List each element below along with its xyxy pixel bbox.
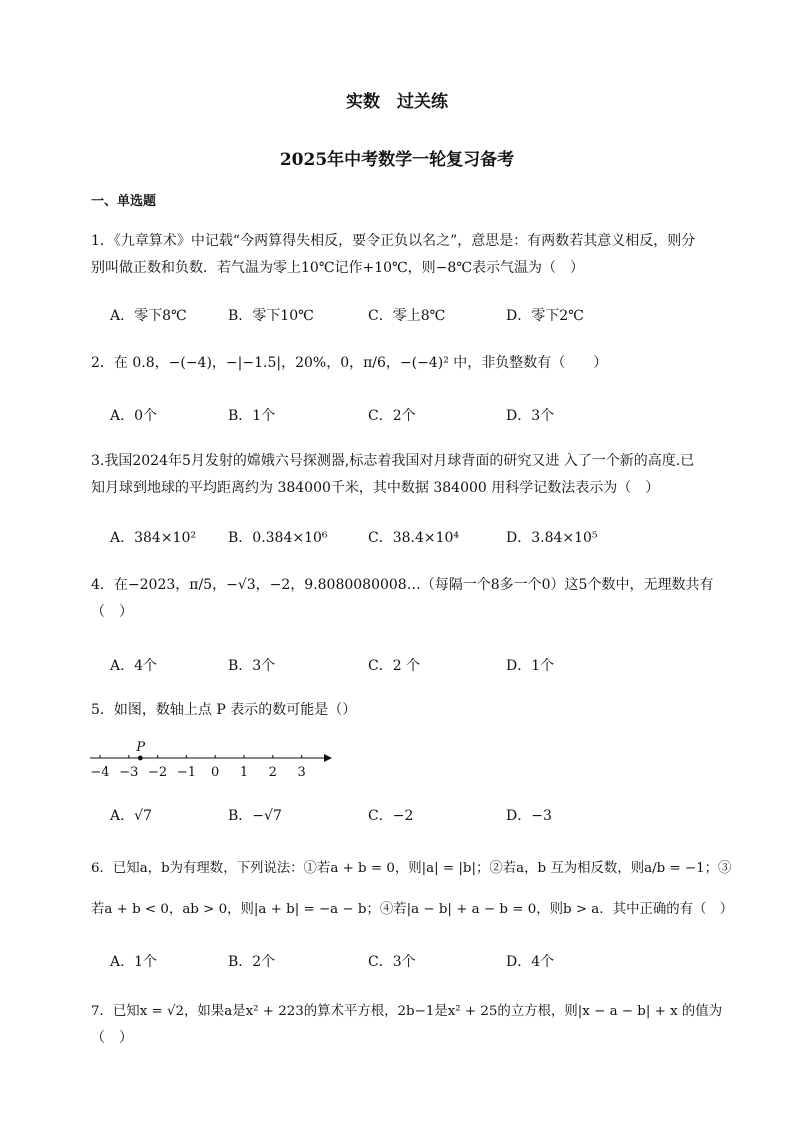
number-line-tick-label: 0: [211, 765, 220, 780]
question-6-line-1: 6．已知a，b为有理数，下列说法：①若a + b = 0，则|a| = |b|；②若a，b 互为相反数，则a/b = −1；③: [91, 861, 732, 876]
option-d: D．4个: [506, 954, 555, 970]
question-2: [91, 350, 731, 377]
option-a: A．4个: [110, 658, 158, 674]
question-2-options: [110, 405, 670, 425]
question-4-line-1: 4．在−2023，π/5，−√3，−2，9.8080080008…（每隔一个8多一个0）这5个数中，无理数共有: [91, 577, 714, 593]
number-line-tick-label: 3: [297, 765, 306, 780]
page-subtitle: 2025年中考数学一轮复习备考: [279, 150, 515, 170]
number-line-tick-label: −3: [119, 765, 139, 780]
option-b: B．0.384×10⁶: [228, 530, 328, 546]
option-d: D．3.84×10⁵: [506, 530, 598, 546]
question-3-options: [110, 527, 670, 547]
option-c: C．2个: [368, 408, 416, 424]
question-7: [91, 998, 731, 1052]
option-b: B．−√7: [228, 808, 282, 824]
number-line-svg: [88, 738, 338, 788]
option-b: B．1个: [228, 408, 276, 424]
question-1-line-1: 1．《九章算术》中记载“今两算得失相反，要令正负以名之”，意思是：有两数若其意义相反，则分: [91, 233, 696, 249]
option-b: B．3个: [228, 658, 276, 674]
number-line-tick-label: −4: [90, 765, 110, 780]
option-a: A．零下8℃: [110, 308, 187, 324]
question-6-options: [110, 951, 670, 971]
question-3-line-1: 3.我国2024年5月发射的嫦娥六号探测器,标志着我国对月球背面的研究又进 入了一个新的高度.已: [91, 453, 695, 469]
question-5-line-1: 5．如图，数轴上点 P 表示的数可能是（）: [91, 702, 357, 718]
option-a: A．1个: [110, 954, 158, 970]
section-heading: 一、单选题: [91, 194, 157, 209]
question-5: [91, 697, 731, 724]
option-c: C．零上8℃: [368, 308, 446, 324]
question-1: [91, 228, 731, 282]
option-c: C．3个: [368, 954, 416, 970]
question-6-line-2: 若a + b < 0，ab > 0，则|a + b| = −a − b；④若|a − b| + a − b = 0，则b > a．其中正确的有（ ）: [91, 902, 734, 917]
option-c: C．2 个: [368, 658, 421, 674]
option-d: D．−3: [506, 808, 552, 824]
question-4-line-2: （ ）: [91, 604, 133, 620]
question-1-line-2: 别叫做正数和负数．若气温为零上10℃记作+10℃，则−8℃表示气温为（ ）: [91, 260, 584, 276]
question-3: [91, 448, 731, 502]
option-a: A．384×10²: [110, 530, 196, 546]
number-line-tick-label: −2: [148, 765, 168, 780]
question-7-line-1: 7．已知x = √2，如果a是x² + 223的算术平方根，2b−1是x² + 25的立方根，则|x − a − b| + x 的值为: [91, 1004, 723, 1019]
question-3-line-2: 知月球到地球的平均距离约为 384000千米，其中数据 384000 用科学记数法表示为（ ）: [91, 480, 660, 496]
question-7-line-2: （ ）: [91, 1030, 133, 1046]
option-b: B．零下10℃: [228, 308, 314, 324]
option-b: B．2个: [228, 954, 276, 970]
page-title: 实数 过关练: [346, 92, 448, 112]
option-d: D．零下2℃: [506, 308, 584, 324]
number-line-figure: [88, 738, 338, 788]
point-p-label: P: [136, 740, 146, 755]
question-6: [91, 855, 734, 923]
option-a: A．√7: [110, 808, 152, 824]
question-4: [91, 572, 731, 626]
arrow-icon: [324, 754, 332, 762]
option-a: A．0个: [110, 408, 158, 424]
number-line-tick-label: 1: [239, 765, 249, 780]
option-c: C．38.4×10⁴: [368, 530, 460, 546]
question-4-options: [110, 655, 670, 675]
option-c: C．−2: [368, 808, 414, 824]
question-2-line-1: 2．在 0.8，−(−4)，−|−1.5|，20%，0，π/6，−(−4)² 中，非负整数有（ ）: [91, 355, 608, 371]
question-1-options: [110, 305, 670, 325]
option-d: D．3个: [506, 408, 555, 424]
option-d: D．1个: [506, 658, 555, 674]
number-line-tick-label: 2: [268, 765, 277, 780]
number-line-tick-label: −1: [176, 765, 196, 780]
point-p-marker: [138, 756, 143, 761]
number-line-ticks: [90, 755, 305, 780]
question-5-options: [110, 805, 670, 825]
